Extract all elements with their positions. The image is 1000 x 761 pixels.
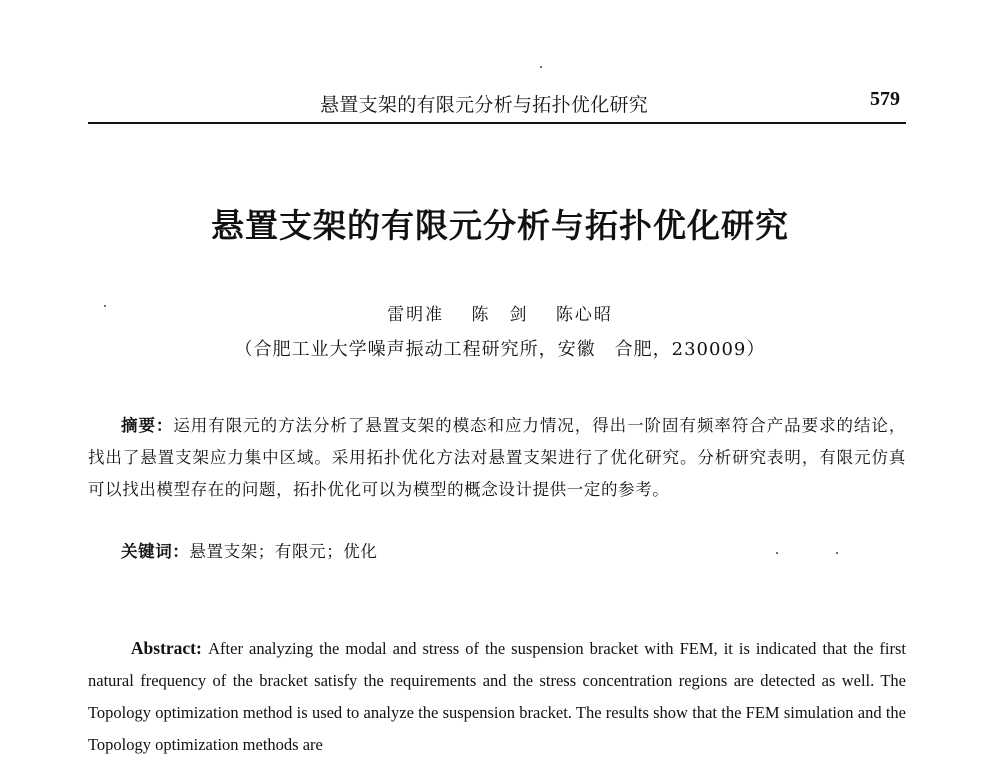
english-abstract-label: Abstract [130,638,197,658]
english-abstract-separator: : [196,638,209,658]
author-name: 陈 剑 [471,305,529,325]
keywords-text: 悬置支架；有限元；优化 [189,542,378,561]
chinese-abstract [88,410,906,506]
running-title: 悬置支架的有限元分析与拓扑优化研究 [320,94,649,116]
scan-speck [540,66,542,68]
affiliation: （合肥工业大学噪声振动工程研究所，安徽 合肥，230009） [234,339,766,360]
english-abstract [88,632,906,761]
chinese-abstract-label: 摘要： [121,416,174,435]
english-abstract-text: After analyzing the modal and stress of the suspension bracket with FEM, it is indicated that the first natural frequency of the bracket satisfy the requirements and the stress concentration regions are detected as well. The Topology optimization method is used to analyze the suspension bracket. The results show that the FEM simulation and the Topology optimization methods are [88,639,906,754]
paper-title: 悬置支架的有限元分析与拓扑优化研究 [211,206,789,245]
author-name: 雷明准 [387,305,445,325]
scan-speck [104,305,106,307]
scan-speck [836,552,838,554]
chinese-keywords [88,538,906,562]
chinese-abstract-text: 运用有限元的方法分析了悬置支架的模态和应力情况，得出一阶固有频率符合产品要求的结论，找出了悬置支架应力集中区域。采用拓扑优化方法对悬置支架进行了优化研究。分析研究表明，有限元仿真可以找出模型存在的问题，拓扑优化可以为模型的概念设计提供一定的参考。 [88,416,906,499]
scan-speck [776,552,778,554]
author-name: 陈心昭 [555,305,613,325]
running-header [88,86,906,124]
author-list [0,300,1000,325]
page-number: 579 [870,88,900,110]
keywords-label: 关键词： [121,542,190,561]
